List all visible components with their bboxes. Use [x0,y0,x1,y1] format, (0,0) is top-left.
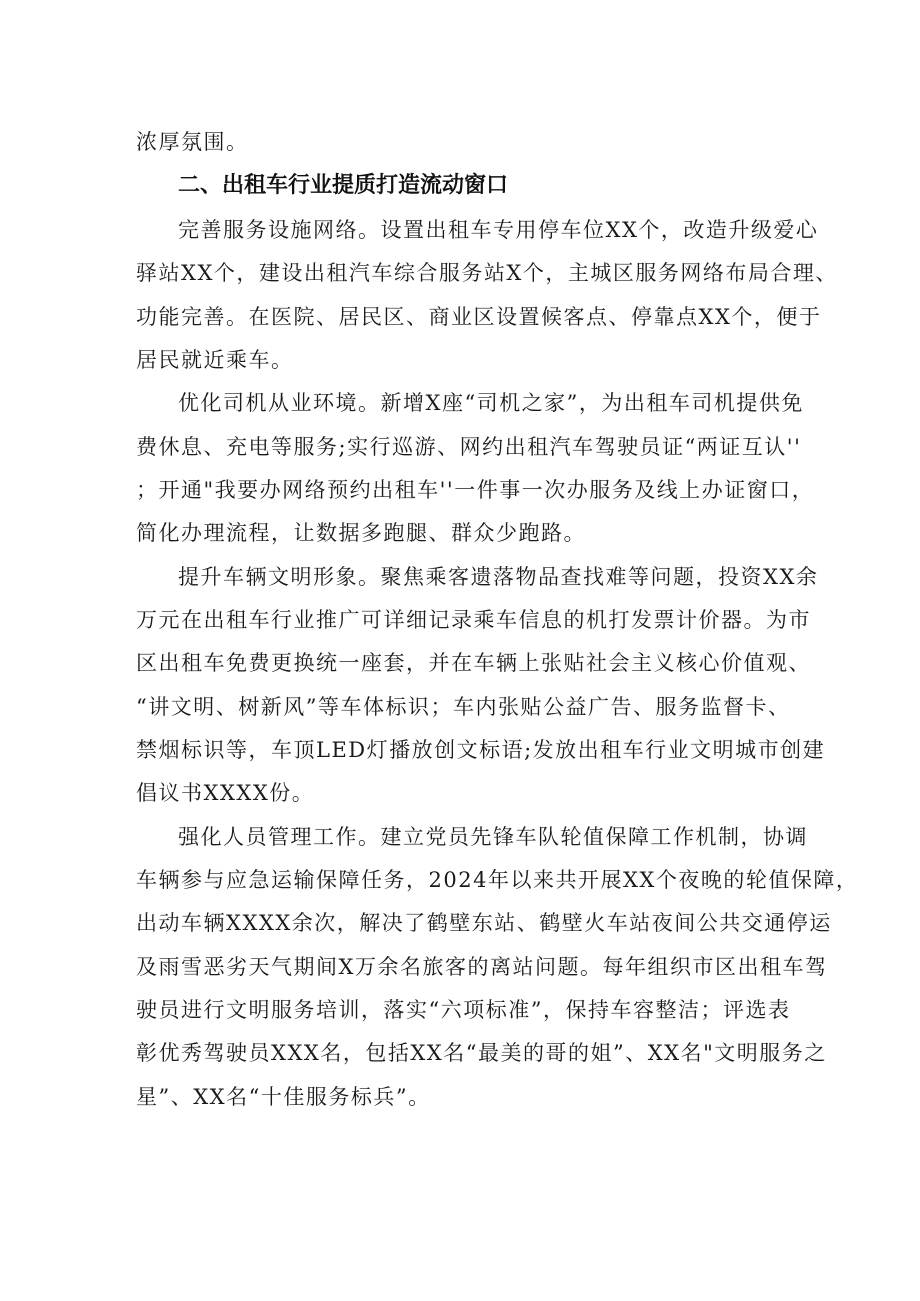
paragraph-first-line: 完善服务设施网络。设置出租车专用停车位XX个，改造升级爱心 [178,218,819,242]
text-line: 出动车辆XXXX余次，解决了鹤壁东站、鹤壁火车站夜间公共交通停运 [136,911,832,935]
section-heading: 二、出租车行业提质打造流动窗口 [178,173,509,198]
paragraph-first-line: 提升车辆文明形象。聚焦乘客遗落物品查找难等问题，投资XX余 [178,565,819,589]
text-line: 禁烟标识等，车顶LED灯播放创文标语;发放出租车行业文明城市创建 [136,738,826,762]
text-line: 星”、XX名“十佳服务标兵”。 [136,1085,431,1109]
text-line: 车辆参与应急运输保障任务，2024年以来共开展XX个夜晚的轮值保障， [136,868,859,892]
paragraph-first-line: 优化司机从业环境。新增X座“司机之家”，为出租车司机提供免 [178,391,804,415]
text-line: 万元在出租车行业推广可详细记录乘车信息的机打发票计价器。为市 [136,608,811,632]
text-line: 驶员进行文明服务培训，落实“六项标准”，保持车容整洁；评选表 [136,998,791,1022]
text-line: “讲文明、树新风”等车体标识；车内张贴公益广告、服务监督卡、 [136,695,791,719]
text-line: 功能完善。在医院、居民区、商业区设置候客点、停靠点XX个，便于 [136,305,822,329]
text-line: 倡议书XXXX份。 [136,781,315,805]
text-line: 浓厚氛围。 [136,130,249,154]
text-line: 费休息、充电等服务;实行巡游、网约出租汽车驾驶员证“两证互认'' [136,435,802,459]
text-line: 简化办理流程，让数据多跑腿、群众少跑路。 [136,521,586,545]
text-line: 驿站XX个，建设出租汽车综合服务站X个，主城区服务网络布局合理、 [136,261,838,285]
text-line: ；开通"我要办网络预约出租车''一件事一次办服务及线上办证窗口， [136,478,815,502]
text-line: 居民就近乘车。 [136,348,294,372]
text-line: 区出租车免费更换统一座套，并在车辆上张贴社会主义核心价值观、 [136,651,811,675]
text-line: 及雨雪恶劣天气期间X万余名旅客的离站问题。每年组织市区出租车驾 [136,955,828,979]
text-line: 彰优秀驾驶员XXX名，包括XX名“最美的哥的姐”、XX名"文明服务之 [136,1041,827,1065]
paragraph-first-line: 强化人员管理工作。建立党员先锋车队轮值保障工作机制，协调 [178,825,808,849]
